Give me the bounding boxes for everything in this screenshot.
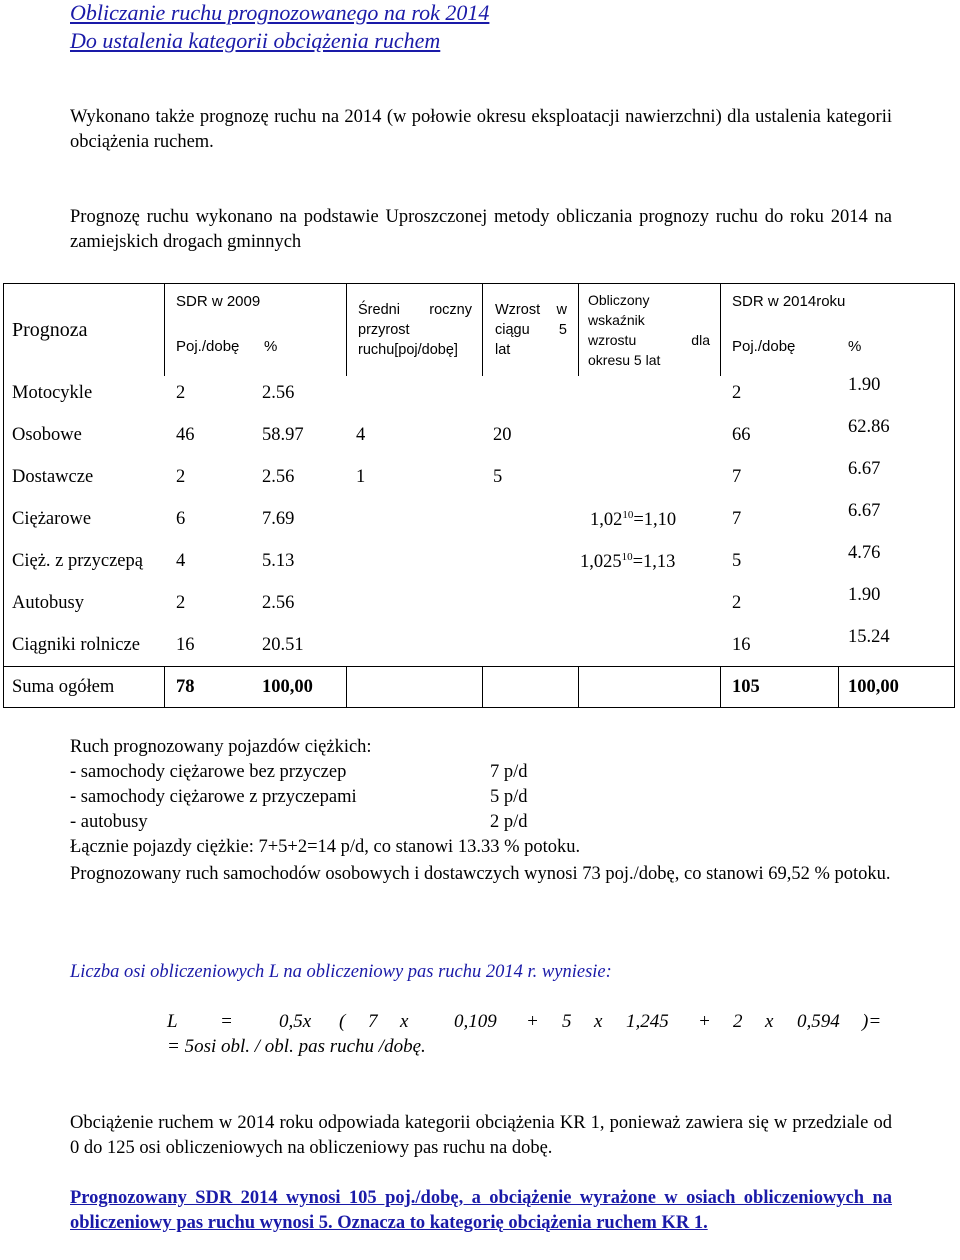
row-pct-2014: 4.76 [848,543,881,563]
row-pct-2014: 62.86 [848,417,890,437]
row-pct: 5.13 [262,551,295,571]
table-col-divider [164,283,165,376]
conclusion-paragraph: Obciążenie ruchem w 2014 roku odpowiada kategorii obciążenia KR 1, ponieważ zawiera się w przedziale od 0 do 125 osi obliczeniowych na obliczeniowy pas ruchu na dobę. [70,1113,892,1158]
total-pct-2014: 100,00 [848,677,899,697]
header-prognoza: Prognoza [12,319,88,341]
heavy-item-label: - autobusy [70,812,148,832]
row-wzrost: 20 [493,425,512,445]
table-col-divider [346,666,347,707]
header-sdr-2014: SDR w 2014roku [732,293,846,310]
row-wzrost: 5 [493,467,503,487]
table-border-right [954,283,955,708]
table-col-divider [720,666,721,707]
total-poj: 78 [176,677,195,697]
table-border-top [3,283,955,284]
row-wskaznik: $1,02^{10}=1,10$ [590,509,677,531]
row-sredni: 1 [356,467,366,487]
row-poj-2014: 7 [732,467,742,487]
row-pct: 20.51 [262,635,304,655]
row-wskaznik: $1,025^{10}=1,13$ [580,551,676,573]
row-name: Osobowe [12,425,82,445]
document-title: Obliczanie ruchu prognozowanego na rok 2014 [70,0,490,25]
row-pct: 2.56 [262,467,295,487]
row-sredni: 4 [356,425,366,445]
header-wzrost: Wzrost w ciągu 5 lat [495,302,567,358]
row-poj-2014: 2 [732,383,742,403]
row-name: Motocykle [12,383,93,403]
row-poj-2014: 16 [732,635,751,655]
row-pct: 2.56 [262,383,295,403]
row-poj: 4 [176,551,186,571]
intro-paragraph: Wykonano także prognozę ruchu na 2014 (w połowie okresu eksploatacji nawierzchni) dla ustalenia kategorii obciążenia ruchem. [70,107,892,152]
header-pct-2014: % [848,338,862,355]
table-col-divider [164,666,165,707]
row-pct-2014: 1.90 [848,585,881,605]
cars-paragraph: Prognozowany ruch samochodów osobowych i dostawczych wynosi 73 poj./dobę, co stanowi 69,52 % potoku. [70,864,891,884]
method-paragraph: Prognozę ruchu wykonano na podstawie Uproszczonej metody obliczania prognozy ruchu do roku 2014 na zamiejskich drogach gminnych [70,207,892,252]
row-name: Autobusy [12,593,84,613]
table-col-divider [482,283,483,376]
heavy-item-value: 2 p/d [490,812,528,832]
row-name: Dostawcze [12,467,94,487]
axles-heading: Liczba osi obliczeniowych L na obliczeniowy pas ruchu 2014 r. wyniesie: [70,962,612,982]
table-border-bottom [3,707,955,708]
header-sdr-2009: SDR w 2009 [176,293,261,310]
row-poj-2014: 2 [732,593,742,613]
heavy-heading: Ruch prognozowany pojazdów ciężkich: [70,737,372,757]
row-pct-2014: 1.90 [848,375,881,395]
row-pct-2014: 15.24 [848,627,890,647]
header-pct: % [264,338,278,355]
row-pct-2014: 6.67 [848,459,881,479]
total-poj-2014: 105 [732,677,760,697]
row-poj: 2 [176,593,186,613]
row-poj: 6 [176,509,186,529]
table-col-divider [346,283,347,376]
row-poj: 2 [176,383,186,403]
row-poj-2014: 7 [732,509,742,529]
header-wskaznik: Obliczony wskaźnik wzrostu dla okresu 5 lat [588,292,710,368]
row-name: Ciągniki rolnicze [12,635,140,655]
heavy-total: Łącznie pojazdy ciężkie: 7+5+2=14 p/d, co stanowi 13.33 % potoku. [70,837,581,857]
total-name: Suma ogółem [12,677,115,697]
final-summary: Prognozowany SDR 2014 wynosi 105 poj./dobę, a obciążenie wyrażone w osiach obliczeniowych na obliczeniowy pas ruchu wynosi 5. Oznacza to kategorię obciążenia ruchem KR 1. [70,1188,892,1233]
table-col-divider [838,666,839,707]
header-poj-2014: Poj./dobę [732,338,796,355]
table-row-divider [3,666,955,667]
row-poj-2014: 66 [732,425,751,445]
table-border-left [3,283,4,708]
total-pct: 100,00 [262,677,313,697]
row-poj-2014: 5 [732,551,742,571]
table-col-divider [720,283,721,376]
row-name: Ciężarowe [12,509,92,529]
row-pct-2014: 6.67 [848,501,881,521]
heavy-item-label: - samochody ciężarowe bez przyczep [70,762,347,782]
heavy-item-value: 5 p/d [490,787,528,807]
row-pct: 58.97 [262,425,304,445]
row-poj: 16 [176,635,195,655]
heavy-item-value: 7 p/d [490,762,528,782]
heavy-item-label: - samochody ciężarowe z przyczepami [70,787,357,807]
row-poj: 46 [176,425,195,445]
table-col-divider [578,666,579,707]
table-col-divider [578,283,579,376]
row-pct: 2.56 [262,593,295,613]
row-name: Cięż. z przyczepą [12,551,143,571]
header-poj: Poj./dobę [176,338,240,355]
header-sredni: Średni roczny przyrost ruchu[poj/dobę] [358,302,472,358]
row-pct: 7.69 [262,509,295,529]
row-poj: 2 [176,467,186,487]
document-subtitle: Do ustalenia kategorii obciążenia ruchem [70,28,441,53]
table-col-divider [482,666,483,707]
